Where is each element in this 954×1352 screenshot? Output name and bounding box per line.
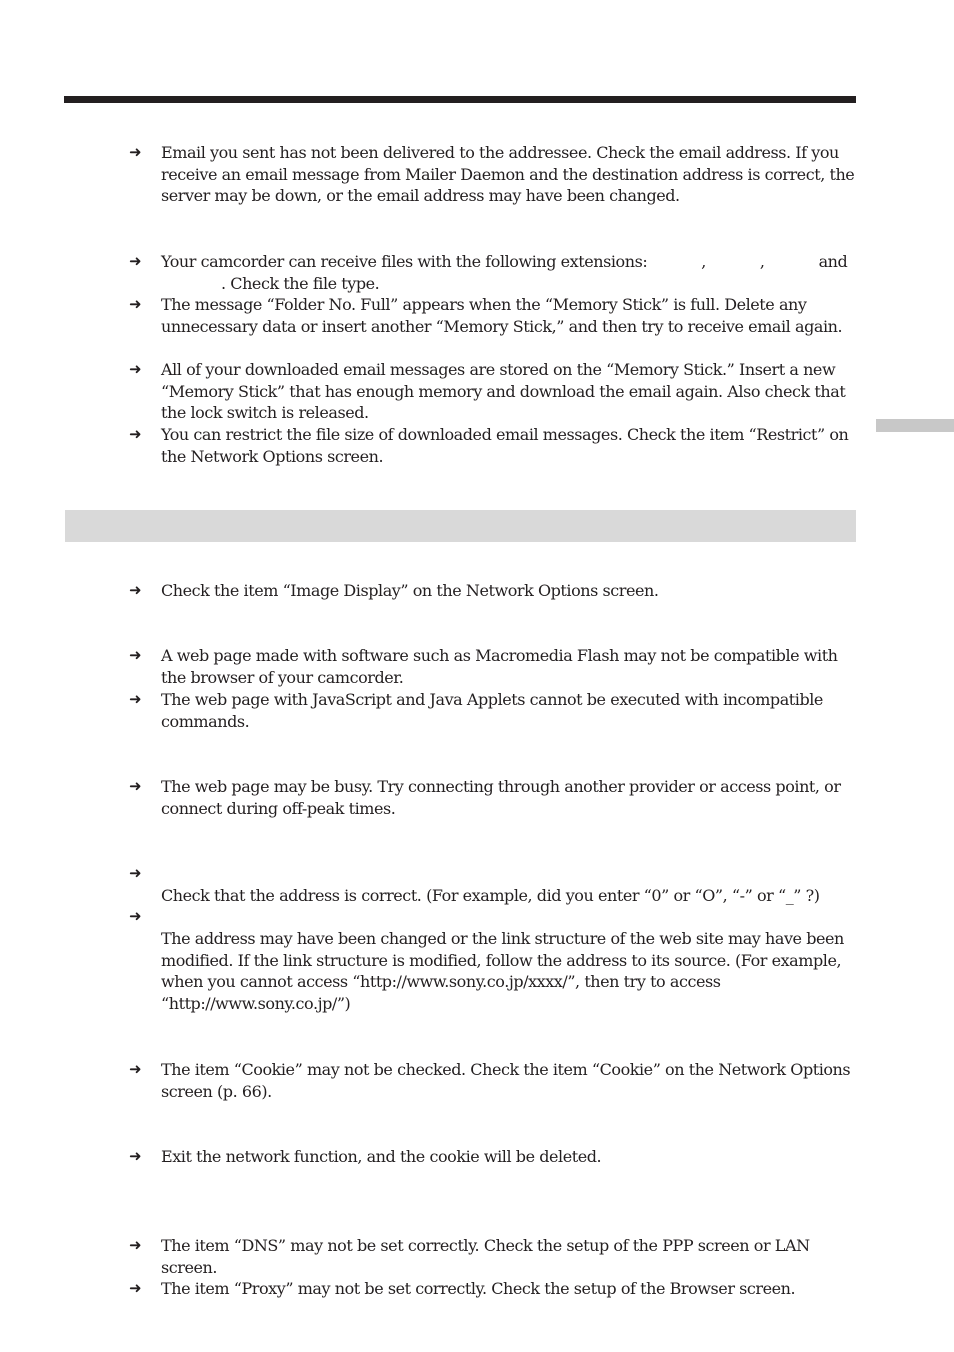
- arrow-icon: ➜: [129, 581, 142, 599]
- arrow-icon: ➜: [129, 295, 142, 313]
- arrow-icon: ➜: [129, 1236, 142, 1254]
- item-text: All of your downloaded email messages are stored on the “Memory Stick.” Insert a new “Memory Stick” that has enough memory and download the email again. Also check that the lock switch is released.: [161, 360, 846, 423]
- arrow-icon: ➜: [129, 907, 142, 925]
- arrow-icon: ➜: [129, 777, 142, 795]
- item-text: The item “Cookie” may not be checked. Check the item “Cookie” on the Network Options screen (p. 66).: [161, 1060, 851, 1101]
- item-text: The message “Folder No. Full” appears when the “Memory Stick” is full. Delete any unnecessary data or insert another “Memory Stick,” and then try to receive email again.: [161, 295, 843, 336]
- arrow-icon: ➜: [129, 143, 142, 161]
- arrow-icon: ➜: [129, 1279, 142, 1297]
- arrow-icon: ➜: [129, 360, 142, 378]
- arrow-icon: ➜: [129, 864, 142, 882]
- arrow-icon: ➜: [129, 690, 142, 708]
- item-text: You can restrict the file size of downloaded email messages. Check the item “Restrict” on the Network Options screen.: [161, 425, 849, 466]
- item-text: Email you sent has not been delivered to the addressee. Check the email address. If you receive an email message from Mailer Daemon and the destination address is correct, the server may be down, or the email address may have been changed.: [161, 143, 855, 206]
- item-text: [161, 251, 855, 294]
- extension-separator: ,: [701, 252, 706, 271]
- arrow-icon: ➜: [129, 1147, 142, 1165]
- paragraph: The address may have been changed or the link structure of the web site may have been modified. If the link structure is modified, follow the address to its source. (For example, when you cannot access “http://www.sony.co.jp/xxxx/”, then try to access “http://www.sony.co.jp/”): [161, 929, 844, 1013]
- extensions-lead-text: Your camcorder can receive files with the following extensions:: [161, 252, 648, 271]
- extensions-tail-text: . Check the file type.: [221, 273, 380, 293]
- extension-separator: ,: [759, 252, 765, 271]
- item-text: A web page made with software such as Macromedia Flash may not be compatible with the browser of your camcorder.: [161, 646, 838, 687]
- item-text: The web page with JavaScript and Java Applets cannot be executed with incompatible commands.: [161, 690, 823, 731]
- item-text: The web page may be busy. Try connecting through another provider or access point, or connect during off-peak times.: [161, 777, 841, 818]
- arrow-icon: ➜: [129, 646, 142, 664]
- item-text: The item “Proxy” may not be set correctly. Check the setup of the Browser screen.: [161, 1279, 796, 1298]
- item-text: Exit the network function, and the cookie will be deleted.: [161, 1147, 602, 1166]
- side-index-tab: [876, 419, 954, 432]
- paragraph: Check that the address is correct. (For example, did you enter “0” or “O”, “-” or “_” ?): [161, 886, 820, 905]
- top-rule: [64, 96, 856, 103]
- arrow-icon: ➜: [129, 425, 142, 443]
- extensions-and-text: and: [818, 252, 848, 271]
- arrow-icon: ➜: [129, 252, 142, 270]
- section-header-band: [65, 510, 856, 542]
- item-text: Check the item “Image Display” on the Network Options screen.: [161, 581, 659, 600]
- arrow-icon: ➜: [129, 1060, 142, 1078]
- item-text: The item “DNS” may not be set correctly. Check the setup of the PPP screen or LAN screen.: [161, 1236, 810, 1277]
